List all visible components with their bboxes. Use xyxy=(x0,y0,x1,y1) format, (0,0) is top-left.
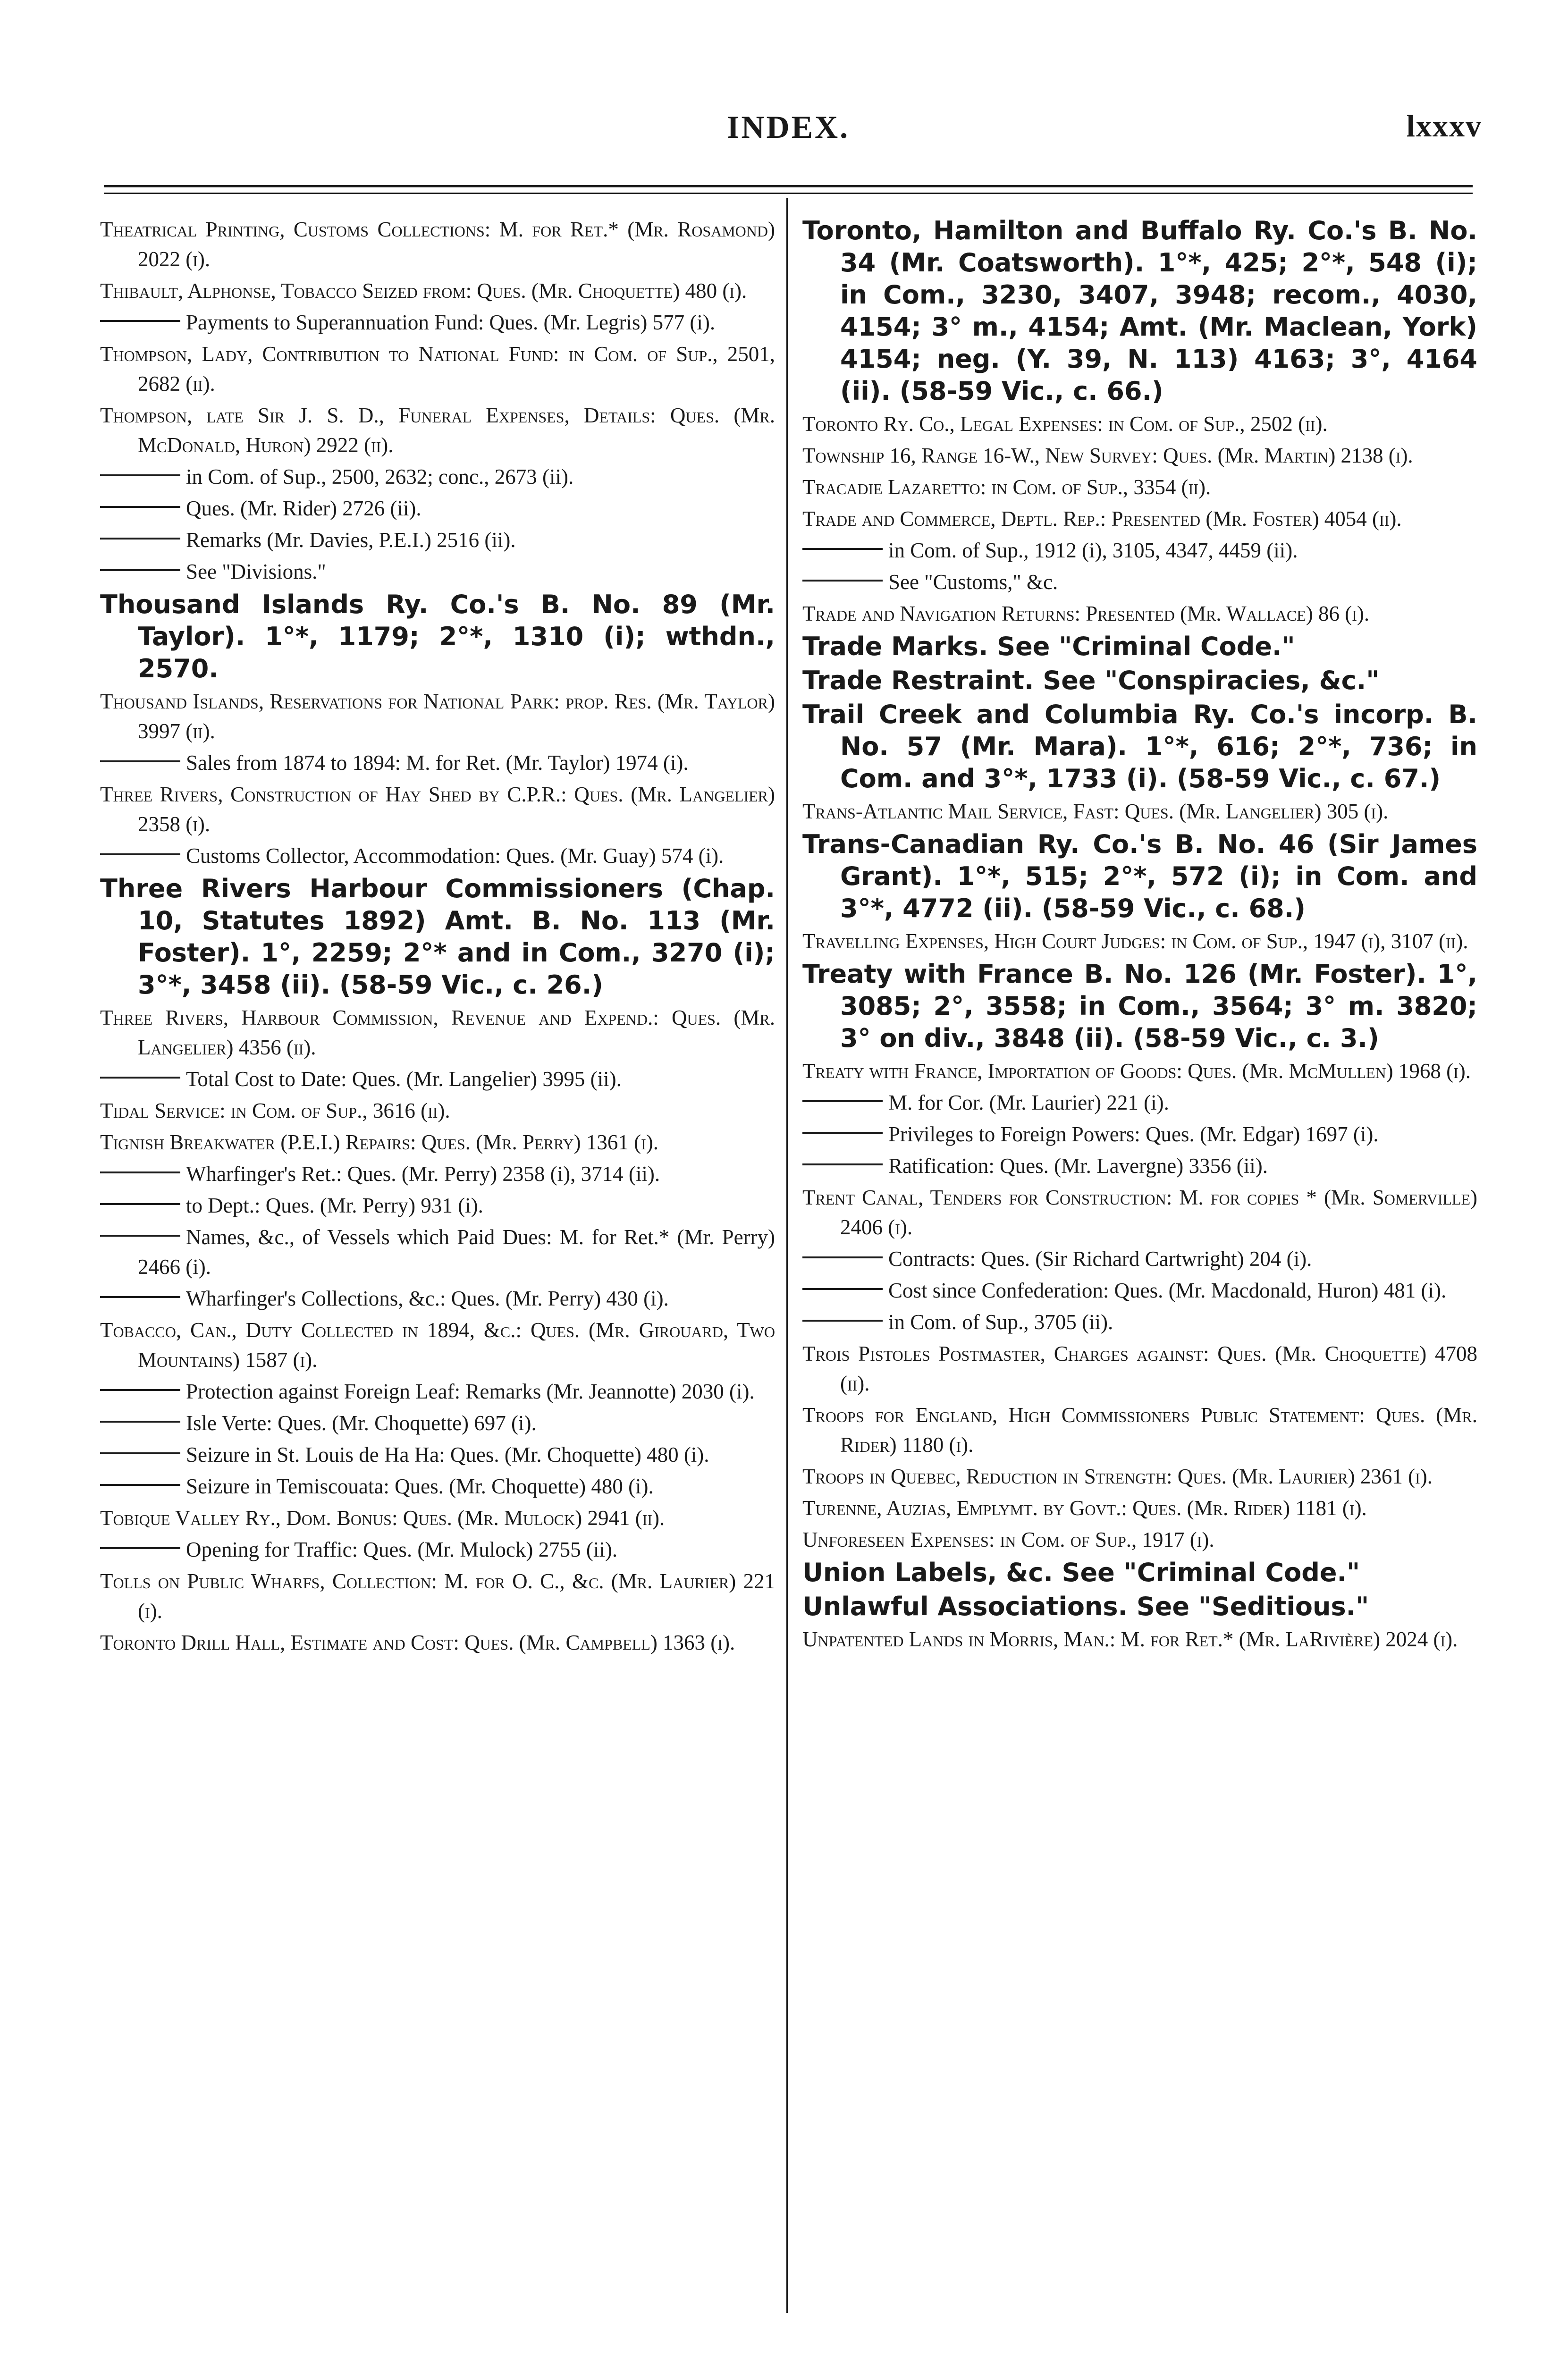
index-subentry xyxy=(100,748,775,778)
entry-text: Toronto Drill Hall, Estimate and Cost: Ques. (Mr. Campbell) 1363 (i). xyxy=(100,1631,735,1654)
index-entry xyxy=(802,828,1477,925)
index-entry xyxy=(100,589,775,685)
ditto-dash xyxy=(100,1203,180,1205)
page-title: INDEX. xyxy=(726,109,850,145)
entry-text: Thousand Islands Ry. Co.'s B. No. 89 (Mr. Taylor). 1°*, 1179; 2°*, 1310 (i); wthdn., 2570. xyxy=(100,590,775,683)
entry-text: Trade and Commerce, Deptl. Rep.: Presented (Mr. Foster) 4054 (ii). xyxy=(802,507,1402,531)
entry-text: Trois Pistoles Postmaster, Charges against: Ques. (Mr. Choquette) 4708 (ii). xyxy=(802,1342,1477,1395)
entry-text: Township 16, Range 16-W., New Survey: Ques. (Mr. Martin) 2138 (i). xyxy=(802,444,1413,467)
entry-text: Opening for Traffic: Ques. (Mr. Mulock) 2755 (ii). xyxy=(186,1538,618,1561)
ditto-dash xyxy=(802,548,883,550)
ditto-dash xyxy=(100,1296,180,1298)
index-entry xyxy=(100,215,775,274)
index-column-right xyxy=(802,215,1477,1656)
entry-text: Contracts: Ques. (Sir Richard Cartwright) 204 (i). xyxy=(888,1247,1312,1271)
entry-text: Trans-Canadian Ry. Co.'s B. No. 46 (Sir James Grant). 1°*, 515; 2°*, 572 (i); in Com. and 3°*, 4772 (ii). (58-59 Vic., c. 68.) xyxy=(802,829,1477,923)
entry-text: to Dept.: Ques. (Mr. Perry) 931 (i). xyxy=(186,1194,483,1217)
ditto-dash xyxy=(100,1547,180,1549)
index-subentry xyxy=(802,536,1477,565)
index-entry xyxy=(802,958,1477,1054)
entry-text: Trade Restraint. See "Conspiracies, &c." xyxy=(802,666,1380,695)
index-entry xyxy=(100,1003,775,1062)
index-entry xyxy=(100,873,775,1001)
entry-text: Troops in Quebec, Reduction in Strength: Ques. (Mr. Laurier) 2361 (i). xyxy=(802,1465,1433,1488)
ditto-dash xyxy=(100,1484,180,1486)
index-entry xyxy=(802,215,1477,407)
entry-text: Treaty with France, Importation of Goods: Ques. (Mr. McMullen) 1968 (i). xyxy=(802,1059,1471,1083)
index-entry xyxy=(100,1503,775,1533)
index-subentry xyxy=(100,1159,775,1189)
index-column-left xyxy=(100,215,775,1660)
ditto-dash xyxy=(100,474,180,476)
entry-text: Payments to Superannuation Fund: Ques. (Mr. Legris) 577 (i). xyxy=(186,311,716,334)
entry-text: Isle Verte: Ques. (Mr. Choquette) 697 (i). xyxy=(186,1411,537,1435)
ditto-dash xyxy=(100,1235,180,1237)
index-entry xyxy=(100,339,775,399)
index-subentry xyxy=(100,1064,775,1094)
ditto-dash xyxy=(100,320,180,322)
entry-text: See "Divisions." xyxy=(186,560,326,583)
column-divider xyxy=(786,198,788,2313)
index-subentry xyxy=(100,1440,775,1470)
entry-text: Thompson, late Sir J. S. D., Funeral Expenses, Details: Ques. (Mr. McDonald, Huron) 2922 (ii). xyxy=(100,404,775,457)
entry-text: Unforeseen Expenses: in Com. of Sup., 1917 (i). xyxy=(802,1528,1214,1551)
entry-text: Remarks (Mr. Davies, P.E.I.) 2516 (ii). xyxy=(186,528,516,552)
index-subentry xyxy=(802,1244,1477,1274)
index-subentry xyxy=(802,1307,1477,1337)
entry-text: Unpatented Lands in Morris, Man.: M. for Ret.* (Mr. LaRivière) 2024 (i). xyxy=(802,1627,1458,1651)
index-subentry xyxy=(100,1284,775,1314)
entry-text: Sales from 1874 to 1894: M. for Ret. (Mr. Taylor) 1974 (i). xyxy=(186,751,689,775)
entry-text: See "Customs," &c. xyxy=(888,570,1058,594)
index-entry xyxy=(802,1493,1477,1523)
ditto-dash xyxy=(100,853,180,855)
index-subentry xyxy=(802,1276,1477,1306)
index-entry xyxy=(802,504,1477,534)
entry-text: Thibault, Alphonse, Tobacco Seized from: Ques. (Mr. Choquette) 480 (i). xyxy=(100,279,747,303)
index-subentry xyxy=(100,1472,775,1501)
page-header xyxy=(94,109,1482,160)
index-subentry xyxy=(100,557,775,587)
index-entry xyxy=(802,1056,1477,1086)
index-entry xyxy=(802,472,1477,502)
entry-text: Treaty with France B. No. 126 (Mr. Foster). 1°, 3085; 2°, 3558; in Com., 3564; 3° m. 3820; 3° on div., 3848 (ii). (58-59 Vic., c. 3.) xyxy=(802,959,1477,1053)
ditto-dash xyxy=(100,760,180,762)
ditto-dash xyxy=(802,1100,883,1102)
entry-text: Protection against Foreign Leaf: Remarks (Mr. Jeannotte) 2030 (i). xyxy=(186,1380,755,1403)
index-subentry xyxy=(100,1408,775,1438)
entry-text: Seizure in St. Louis de Ha Ha: Ques. (Mr. Choquette) 480 (i). xyxy=(186,1443,709,1467)
entry-text: Toronto, Hamilton and Buffalo Ry. Co.'s B. No. 34 (Mr. Coatsworth). 1°*, 425; 2°*, 548 (i); in Com., 3230, 3407, 3948; recom., 4030, 4154; 3° m., 4154; Amt. (Mr. Maclean, York) 4154; neg. (Y. 39, N. 113) 4163; 3°, 4164 (ii). (58-59 Vic., c. 66.) xyxy=(802,216,1477,406)
entry-text: Unlawful Associations. See "Seditious." xyxy=(802,1592,1369,1621)
index-subentry xyxy=(802,1151,1477,1181)
entry-text: Wharfinger's Ret.: Ques. (Mr. Perry) 2358 (i), 3714 (ii). xyxy=(186,1162,660,1186)
header-rule xyxy=(104,185,1473,187)
entry-text: in Com. of Sup., 1912 (i), 3105, 4347, 4459 (ii). xyxy=(888,539,1298,562)
index-entry xyxy=(802,409,1477,439)
entry-text: Privileges to Foreign Powers: Ques. (Mr. Edgar) 1697 (i). xyxy=(888,1122,1379,1146)
index-entry xyxy=(802,599,1477,629)
index-entry xyxy=(802,631,1477,663)
index-entry xyxy=(802,1339,1477,1399)
index-subentry xyxy=(802,567,1477,597)
index-entry xyxy=(802,665,1477,697)
entry-text: Tobacco, Can., Duty Collected in 1894, &c.: Ques. (Mr. Girouard, Two Mountains) 1587 (i). xyxy=(100,1318,775,1372)
index-entry xyxy=(100,1628,775,1658)
ditto-dash xyxy=(100,1452,180,1454)
index-entry xyxy=(802,1625,1477,1654)
page-number: lxxxv xyxy=(1406,109,1482,143)
ditto-dash xyxy=(100,1389,180,1391)
index-entry xyxy=(802,1591,1477,1623)
entry-text: Trade and Navigation Returns: Presented (Mr. Wallace) 86 (i). xyxy=(802,602,1370,625)
index-entry xyxy=(802,797,1477,826)
index-subentry xyxy=(100,1535,775,1565)
entry-text: Ques. (Mr. Rider) 2726 (ii). xyxy=(186,497,422,520)
index-subentry xyxy=(100,1222,775,1282)
index-subentry xyxy=(100,1191,775,1221)
index-entry xyxy=(802,927,1477,956)
entry-text: Tobique Valley Ry., Dom. Bonus: Ques. (Mr. Mulock) 2941 (ii). xyxy=(100,1506,665,1530)
entry-text: Turenne, Auzias, Emplymt. by Govt.: Ques. (Mr. Rider) 1181 (i). xyxy=(802,1496,1367,1520)
entry-text: Trail Creek and Columbia Ry. Co.'s incorp. B. No. 57 (Mr. Mara). 1°*, 616; 2°*, 736; in Com. and 3°*, 1733 (i). (58-59 Vic., c. 67.) xyxy=(802,700,1477,793)
ditto-dash xyxy=(802,1320,883,1322)
entry-text: Three Rivers, Harbour Commission, Revenue and Expend.: Ques. (Mr. Langelier) 4356 (ii). xyxy=(100,1006,775,1059)
index-subentry xyxy=(100,1377,775,1407)
entry-text: M. for Cor. (Mr. Laurier) 221 (i). xyxy=(888,1091,1169,1114)
entry-text: Theatrical Printing, Customs Collections: M. for Ret.* (Mr. Rosamond) 2022 (i). xyxy=(100,218,775,271)
ditto-dash xyxy=(802,1163,883,1165)
entry-text: Customs Collector, Accommodation: Ques. (Mr. Guay) 574 (i). xyxy=(186,844,724,868)
entry-text: Seizure in Temiscouata: Ques. (Mr. Choquette) 480 (i). xyxy=(186,1475,654,1498)
index-subentry xyxy=(100,462,775,492)
entry-text: Wharfinger's Collections, &c.: Ques. (Mr. Perry) 430 (i). xyxy=(186,1287,669,1310)
index-subentry xyxy=(100,525,775,555)
index-subentry xyxy=(100,494,775,523)
ditto-dash xyxy=(100,538,180,539)
entry-text: Tolls on Public Wharfs, Collection: M. for O. C., &c. (Mr. Laurier) 221 (i). xyxy=(100,1569,775,1623)
index-entry xyxy=(802,1400,1477,1460)
ditto-dash xyxy=(802,1288,883,1290)
index-entry xyxy=(100,1315,775,1375)
index-entry xyxy=(100,1096,775,1126)
entry-text: Tracadie Lazaretto: in Com. of Sup., 3354 (ii). xyxy=(802,475,1211,499)
index-entry xyxy=(100,687,775,746)
index-subentry xyxy=(802,1088,1477,1118)
ditto-dash xyxy=(802,1132,883,1134)
entry-text: Union Labels, &c. See "Criminal Code." xyxy=(802,1558,1360,1587)
entry-text: Total Cost to Date: Ques. (Mr. Langelier) 3995 (ii). xyxy=(186,1067,622,1091)
entry-text: Travelling Expenses, High Court Judges: in Com. of Sup., 1947 (i), 3107 (ii). xyxy=(802,929,1468,953)
index-entry xyxy=(802,699,1477,795)
entry-text: in Com. of Sup., 3705 (ii). xyxy=(888,1310,1113,1334)
index-entry xyxy=(802,1183,1477,1242)
entry-text: Thompson, Lady, Contribution to National Fund: in Com. of Sup., 2501, 2682 (ii). xyxy=(100,342,775,396)
index-entry xyxy=(802,1525,1477,1555)
index-entry xyxy=(100,401,775,460)
index-subentry xyxy=(100,308,775,337)
entry-text: Trans-Atlantic Mail Service, Fast: Ques. (Mr. Langelier) 305 (i). xyxy=(802,800,1389,823)
entry-text: Tidal Service: in Com. of Sup., 3616 (ii). xyxy=(100,1099,450,1122)
index-subentry xyxy=(802,1120,1477,1149)
entry-text: Three Rivers, Construction of Hay Shed by C.P.R.: Ques. (Mr. Langelier) 2358 (i). xyxy=(100,783,775,836)
entry-text: Toronto Ry. Co., Legal Expenses: in Com. of Sup., 2502 (ii). xyxy=(802,412,1328,436)
ditto-dash xyxy=(802,1256,883,1258)
ditto-dash xyxy=(100,569,180,571)
header-rule-thin xyxy=(104,193,1473,194)
index-entry xyxy=(100,276,775,306)
ditto-dash xyxy=(100,1172,180,1173)
index-entry xyxy=(802,1557,1477,1589)
index-entry xyxy=(802,441,1477,471)
index-entry xyxy=(100,780,775,839)
entry-text: Names, &c., of Vessels which Paid Dues: M. for Ret.* (Mr. Perry) 2466 (i). xyxy=(138,1225,775,1279)
entry-text: Ratification: Ques. (Mr. Lavergne) 3356 (ii). xyxy=(888,1154,1268,1178)
ditto-dash xyxy=(100,1421,180,1423)
entry-text: Cost since Confederation: Ques. (Mr. Macdonald, Huron) 481 (i). xyxy=(888,1279,1447,1302)
ditto-dash xyxy=(802,580,883,582)
entry-text: Thousand Islands, Reservations for National Park: prop. Res. (Mr. Taylor) 3997 (ii). xyxy=(100,690,775,743)
index-subentry xyxy=(100,841,775,871)
entry-text: Trade Marks. See "Criminal Code." xyxy=(802,632,1295,661)
index-entry xyxy=(100,1567,775,1626)
entry-text: Troops for England, High Commissioners Public Statement: Ques. (Mr. Rider) 1180 (i). xyxy=(802,1403,1477,1457)
entry-text: Trent Canal, Tenders for Construction: M. for copies * (Mr. Somerville) 2406 (i). xyxy=(802,1186,1477,1239)
entry-text: Tignish Breakwater (P.E.I.) Repairs: Ques. (Mr. Perry) 1361 (i). xyxy=(100,1130,659,1154)
entry-text: in Com. of Sup., 2500, 2632; conc., 2673 (ii). xyxy=(186,465,574,489)
ditto-dash xyxy=(100,506,180,508)
index-entry xyxy=(100,1128,775,1157)
entry-text: Three Rivers Harbour Commissioners (Chap. 10, Statutes 1892) Amt. B. No. 113 (Mr. Foster). 1°, 2259; 2°* and in Com., 3270 (i); 3°*, 3458 (ii). (58-59 Vic., c. 26.) xyxy=(100,874,775,1000)
index-entry xyxy=(802,1462,1477,1492)
ditto-dash xyxy=(100,1077,180,1079)
